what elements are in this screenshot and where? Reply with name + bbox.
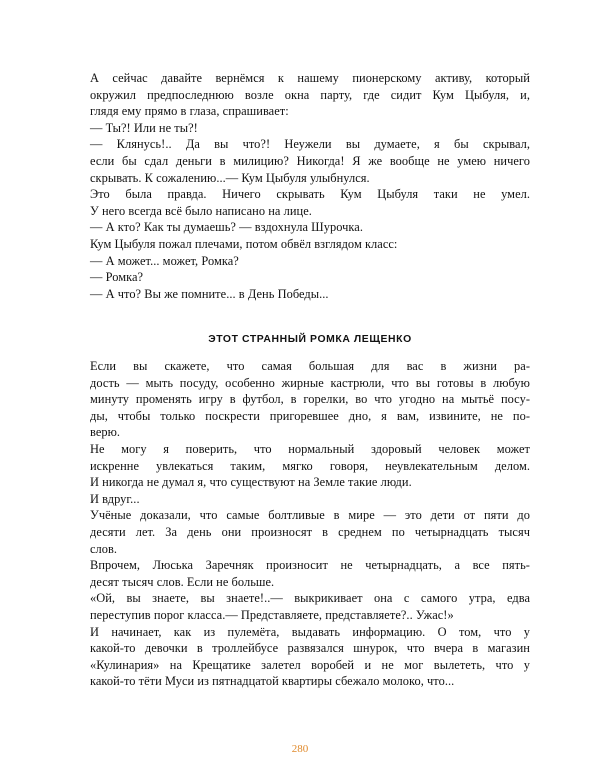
text-line: — А может... может, Ромка? [90,253,239,268]
paragraph [90,557,530,590]
text-line: — А что? Вы же помните... в День Победы... [90,286,329,301]
text-line: — А кто? Как ты думаешь? — вздохнула Шурочка. [90,220,364,235]
text-line: если бы сдал деньги в милицию? Никогда! Я же вообще не умею ничего [90,153,530,168]
text-line: слов. [90,541,118,556]
paragraph [90,219,530,236]
text-line: глядя ему прямо в глаза, спрашивает: [90,104,289,119]
paragraph [90,624,530,690]
text-line: минуту променять игру в футбол, в горелки, во что угодно на мытьё посу- [90,392,530,407]
text-line: ды, чтобы только поскрести пригоревшее дно, я вам, извините, не по- [90,408,530,423]
text-line: дость — мыть посуду, особенно жирные кастрюли, что вы готовы в любую [90,375,530,390]
text-line: Кум Цыбуля пожал плечами, потом обвёл взглядом класс: [90,236,398,251]
chapter-heading: ЭТОТ СТРАННЫЙ РОМКА ЛЕЩЕНКО [208,334,412,345]
paragraph [90,441,530,491]
paragraph [90,136,530,186]
text-line: И никогда не думал я, что существуют на Земле такие люди. [90,475,412,490]
paragraph [90,120,530,137]
text-line: десяти лет. За день они произносят в среднем по четырнадцать тысяч [90,524,530,539]
paragraph [90,286,530,303]
text-line: десят тысяч слов. Если не больше. [90,574,275,589]
text-line: Это была правда. Ничего скрывать Кум Цыбуля таки не умел. [90,187,530,202]
paragraph [90,70,530,120]
text-line: «Кулинария» на Крещатике залетел воробей и не мог вылететь, что у [90,657,530,672]
text-line: — Клянусь!.. Да вы что?! Неужели вы думаете, я бы скрывал, [90,137,530,152]
text-block-upper [90,70,530,302]
text-line: переступив порог класса.— Представляете, представляете?.. Ужас!» [90,607,454,622]
text-line: Учёные доказали, что самые болтливые в мире — это дети от пяти до [90,508,530,523]
paragraph [90,253,530,270]
paragraph [90,358,530,441]
paragraph [90,186,530,219]
paragraph [90,507,530,557]
text-line: У него всегда всё было написано на лице. [90,203,312,218]
paragraph [90,236,530,253]
text-line: верю. [90,425,121,440]
text-block-lower [90,358,530,690]
text-line: скрывать. К сожалению...— Кум Цыбуля улыбнулся. [90,170,370,185]
text-line: Впрочем, Люська Заречняк произносит не четырнадцать, а все пять- [90,558,530,573]
text-line: — Ромка? [90,270,144,285]
paragraph [90,590,530,623]
text-line: И вдруг... [90,491,140,506]
text-line: «Ой, вы знаете, вы знаете!..— выкрикивает она с самого утра, едва [90,591,530,606]
text-line: Если вы скажете, что самая большая для вас в жизни ра- [90,359,530,373]
page-number: 280 [291,743,309,755]
text-line: какой-то тёти Муси из пятнадцатой квартиры сбежало молоко, что... [90,674,455,689]
text-line: Не могу я поверить, что нормальный здоровый человек может [90,441,530,456]
text-line: какой-то девочки в троллейбусе развязался шнурок, что вчера в магазин [90,641,530,656]
text-line: окружил предпоследнюю возле окна парту, где сидит Кум Цыбуля, и, [90,87,530,102]
paragraph [90,269,530,286]
text-line: И начинает, как из пулемёта, выдавать информацию. О том, что у [90,624,530,639]
text-line: — Ты?! Или не ты?! [90,120,198,135]
paragraph [90,491,530,508]
text-line: искренне увлекаться таким, мягко говоря, неувлекательным делом. [90,458,530,473]
text-line: А сейчас давайте вернёмся к нашему пионерскому активу, который [90,71,530,85]
